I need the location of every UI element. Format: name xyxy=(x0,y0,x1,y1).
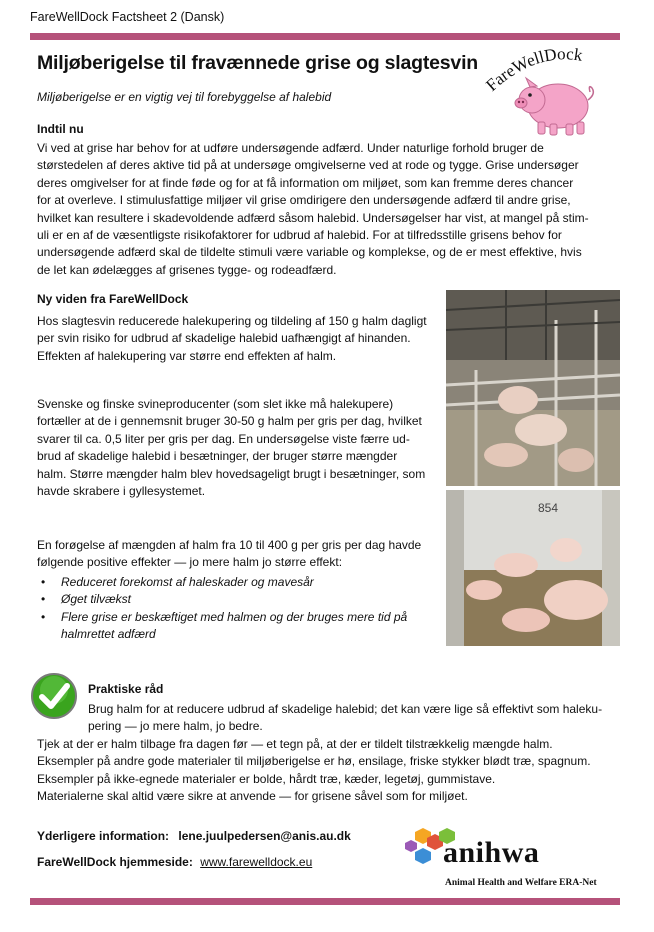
list-item-line: halmrettet adfærd xyxy=(61,627,156,642)
text-line: deres omgivelser for at finde føde og for at få information om miljøet, som kan fremme deres chancer xyxy=(37,175,574,190)
pigs-in-pen-photo-2 xyxy=(446,490,620,646)
text-line: Effekten af halekupering var større end effekten af halm. xyxy=(37,348,337,363)
text-line: Svenske og finske svineproducenter (som slet ikke må halekupere) xyxy=(37,397,394,411)
text-line: for at overleve. I stimulusfattige miljøer vil grise omdirigere den undersøgende adfærd til andre grise, xyxy=(37,193,571,208)
text-line: Eksempler på andre gode materialer til miljøberigelse er hø, ensilage, friske stykker blødt træ, spagnum. xyxy=(37,754,591,769)
section2-para1 xyxy=(37,313,442,365)
checkmark-icon xyxy=(30,672,78,725)
text-line: de let kan ødelægges af grisenes tygge- og rodeadfærd. xyxy=(37,262,337,277)
anihwa-name: anihwa xyxy=(443,836,540,869)
section2-para2 xyxy=(37,396,442,500)
page-subtitle: Miljøberigelse er en vigtig vej til forebyggelse af halebid xyxy=(37,90,332,104)
contact-email[interactable]: lene.juulpedersen@anis.au.dk xyxy=(178,829,351,843)
text-line: Vi ved at grise har behov for at udføre undersøgende adfærd. Under naturlige forhold bruger de xyxy=(37,141,544,155)
pig-icon xyxy=(515,78,593,135)
text-line: svarer til ca. 0,5 liter per gris per dag. En undersøgelse viste færre ud- xyxy=(37,431,410,446)
effects-list xyxy=(37,574,442,644)
top-accent-bar xyxy=(30,33,620,40)
website-row xyxy=(37,855,312,869)
anihwa-logo xyxy=(405,826,625,896)
factsheet-header: FareWellDock Factsheet 2 (Dansk) xyxy=(30,10,225,24)
info-label: Yderligere information: xyxy=(37,829,170,843)
text-line: fortæller at de i gennemsnit bruger 30-50 g halm per gris per dag, hvilket xyxy=(37,414,422,429)
section-heading-ny-viden: Ny viden fra FareWellDock xyxy=(37,292,189,306)
section-heading-indtil-nu: Indtil nu xyxy=(37,122,84,136)
list-item: • Reduceret forekomst af haleskader og mavesår xyxy=(37,574,442,591)
list-item-line: Flere grise er beskæftiget med halmen og der bruges mere tid på xyxy=(61,609,408,624)
text-line: havde skrabere i gyllesystemet. xyxy=(37,484,206,499)
text-line: per svin risiko for udbrud af skadelige halebid uafhængigt af hinanden. xyxy=(37,331,411,346)
text-line: pering — jo mere halm, jo bedre. xyxy=(88,719,263,734)
website-label: FareWellDock hjemmeside: xyxy=(37,855,193,869)
section3-body xyxy=(37,736,627,806)
text-line: Eksempler på ikke-egnede materialer er bolde, hårdt træ, kæder, legetøj, gummistave. xyxy=(37,771,496,786)
website-link[interactable]: www.farewelldock.eu xyxy=(200,855,313,869)
text-line: halm. Større mængder halm blev hovedsageligt brugt i besætninger, som xyxy=(37,466,426,481)
text-line: Tjek at der er halm tilbage fra dagen før — et tegn på, at der er tildelt tilstrækkelig mængde halm. xyxy=(37,737,553,751)
section-heading-praktiske-raad: Praktiske råd xyxy=(88,682,164,696)
info-row xyxy=(37,829,351,843)
pen-number-label: 854 xyxy=(538,501,559,515)
text-line: undersøgende adfærd skal de tildelte stimuli være variable og komplekse, og de er mest effektive, hvis xyxy=(37,245,582,260)
text-line: brud af skadelige halebid i besætninger, der bruger større mængder xyxy=(37,449,398,464)
bottom-accent-bar xyxy=(30,898,620,905)
text-line: hvilket kan resultere i skadevoldende adfærd såsom halebid. Undersøgelser har vist, at mangel på stim- xyxy=(37,210,589,225)
text-line: Brug halm for at reducere udbrud af skadelige halebid; det kan være lige så effektivt som haleku- xyxy=(88,702,603,716)
page-title: Miljøberigelse til fravænnede grise og slagtesvin xyxy=(37,52,478,74)
logo-text: FareWellDock xyxy=(482,44,584,95)
pigs-in-pen-photo-1 xyxy=(446,290,620,486)
text-line: Materialerne skal altid være sikre at anvende — for grisene såvel som for miljøet. xyxy=(37,789,468,804)
text-line: En forøgelse af mængden af halm fra 10 til 400 g per gris per dag havde xyxy=(37,538,422,552)
anihwa-subtitle: Animal Health and Welfare ERA-Net xyxy=(445,878,597,888)
section1-body xyxy=(37,140,627,279)
text-line: Hos slagtesvin reducerede halekupering og tildeling af 150 g halm dagligt xyxy=(37,314,427,328)
text-line: uli er en af de væsentligste risikofaktorer for udbrud af halebid. For at tilfredsstille grisens behov for xyxy=(37,228,562,243)
section3-intro xyxy=(88,701,628,736)
farewelldock-logo xyxy=(480,40,630,140)
text-line: følgende positive effekter — jo mere halm jo større effekt: xyxy=(37,555,343,570)
section2-para3 xyxy=(37,537,442,572)
list-item: • Øget tilvækst xyxy=(37,591,442,608)
text-line: størstedelen af deres aktive tid på at undersøge omgivelserne ved at rode og tygge. Grise undersøger xyxy=(37,158,579,173)
list-item xyxy=(37,609,442,644)
